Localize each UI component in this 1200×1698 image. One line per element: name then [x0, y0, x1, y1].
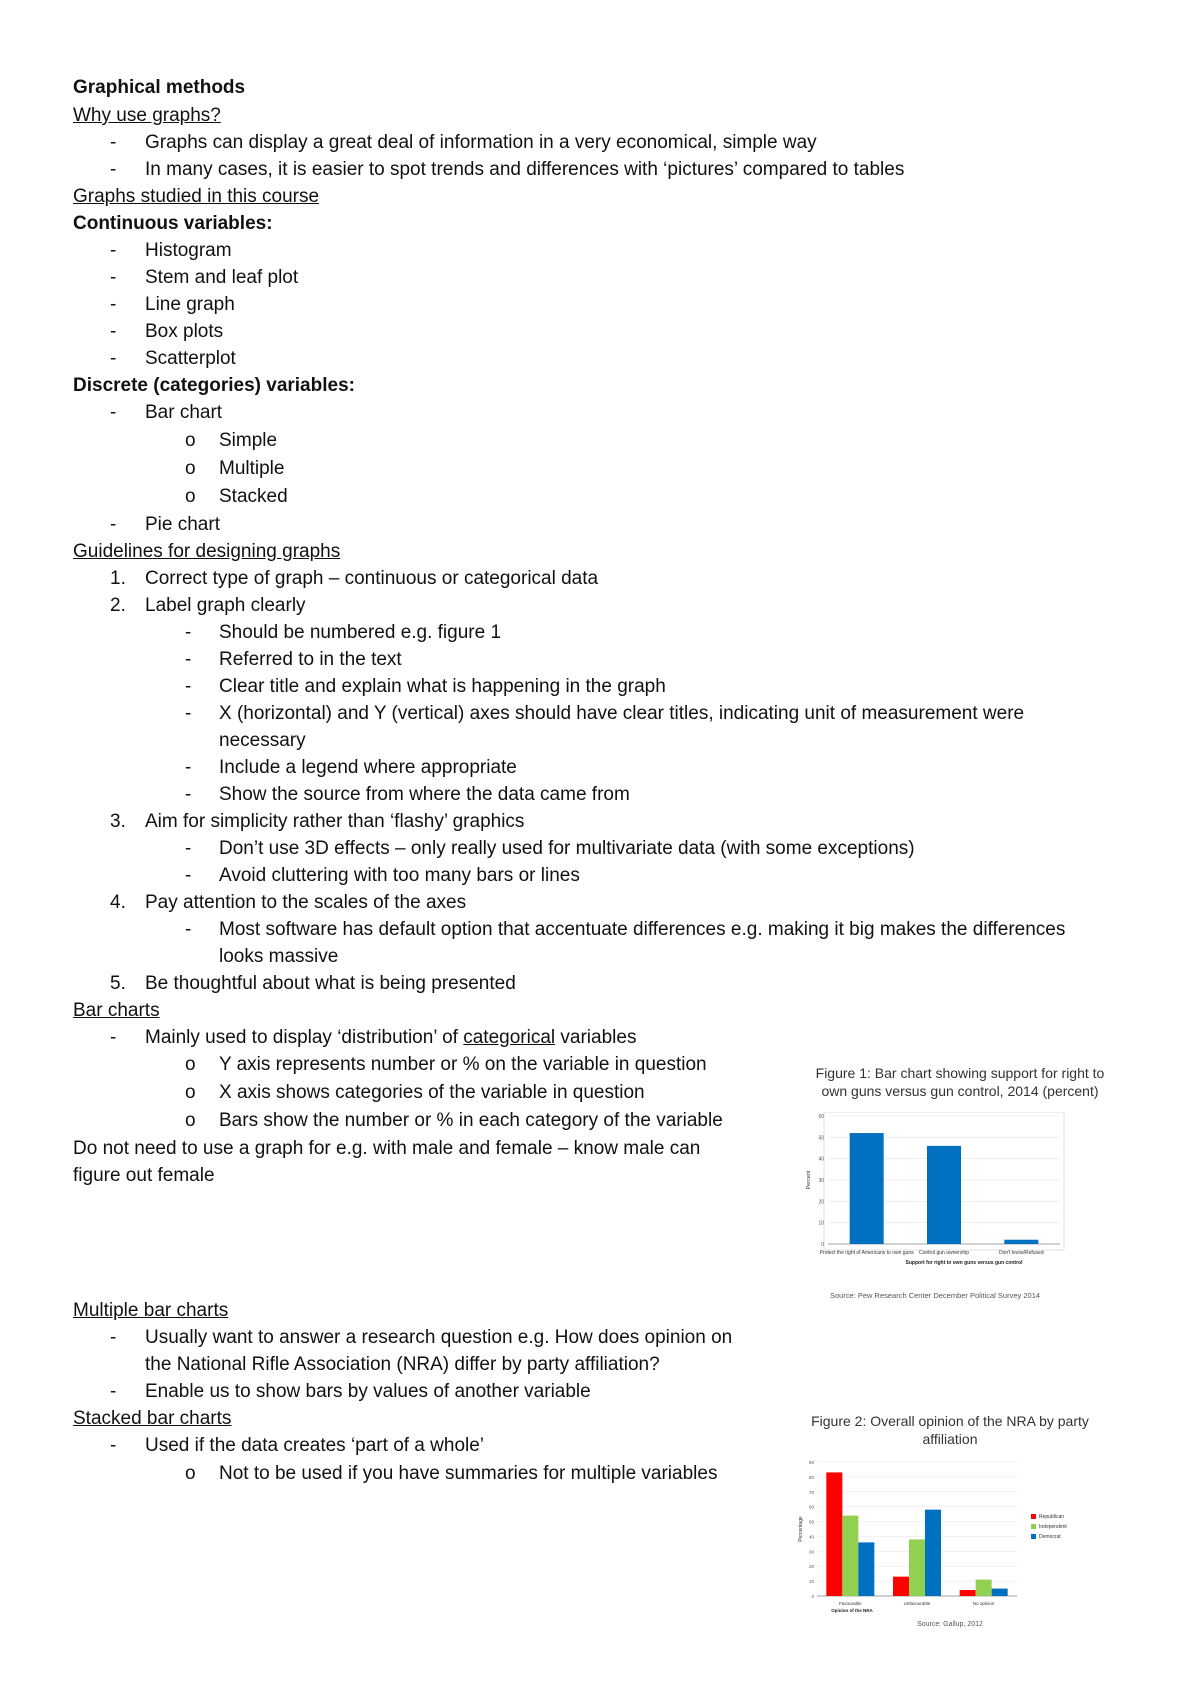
legend-swatch	[1031, 1524, 1036, 1529]
paragraph-line: Do not need to use a graph for e.g. with male and female – know male can	[73, 1138, 701, 1159]
legend-label: Democrat	[1039, 1534, 1061, 1540]
figure-2-chart	[795, 1456, 1095, 1641]
y-tick-label: 30	[818, 1178, 824, 1184]
x-axis-title: Support for right to own guns versus gun control	[905, 1260, 1023, 1266]
bullet-circle: o	[185, 486, 196, 507]
list-item: Aim for simplicity rather than ‘flashy’ graphics	[145, 811, 525, 832]
bar	[976, 1580, 992, 1596]
y-tick-label: 30	[808, 1549, 814, 1555]
list-item: Stacked	[219, 486, 288, 507]
bar	[992, 1589, 1008, 1596]
list-item: Pie chart	[145, 514, 220, 535]
figure-1-chart	[800, 1112, 1070, 1312]
bar	[850, 1133, 884, 1244]
y-tick-label: 90	[808, 1460, 814, 1465]
list-item: Referred to in the text	[219, 649, 402, 670]
y-tick-label: 20	[808, 1564, 814, 1570]
x-axis-title: Opinion of the NRA	[831, 1608, 873, 1613]
bullet-dash: -	[110, 514, 117, 535]
list-item: Don’t use 3D effects – only really used for multivariate data (with some exceptions)	[219, 838, 915, 859]
bar	[1004, 1240, 1038, 1244]
bullet-circle: o	[185, 430, 196, 451]
list-number: 5.	[110, 973, 126, 994]
y-tick-label: 0	[821, 1242, 824, 1248]
list-item: Line graph	[145, 294, 235, 315]
x-tick-label: No opinion	[972, 1601, 995, 1606]
x-tick-label: Protect the right of Americans to own guns	[819, 1250, 914, 1256]
bullet-dash: -	[110, 159, 117, 180]
list-item-continuation: necessary	[219, 730, 306, 751]
list-item: Box plots	[145, 321, 224, 342]
list-item: Bar chart	[145, 402, 223, 423]
y-tick-label: 70	[808, 1489, 814, 1495]
page-title: Graphical methods	[73, 77, 246, 98]
list-item: Should be numbered e.g. figure 1	[219, 622, 502, 643]
list-item: Y axis represents number or % on the variable in question	[219, 1054, 707, 1075]
y-tick-label: 10	[808, 1579, 814, 1585]
x-tick-label: Control gun ownership	[918, 1250, 970, 1256]
list-item: Multiple	[219, 458, 285, 479]
figure-1-source: Source: Pew Research Center December Political Survey 2014	[829, 1291, 1041, 1300]
list-item: Most software has default option that accentuate differences e.g. making it big makes the differences	[219, 919, 1066, 940]
bullet-dash: -	[110, 240, 117, 261]
x-tick-label: Unfavourable	[903, 1601, 931, 1606]
list-item: Avoid cluttering with too many bars or lines	[219, 865, 580, 886]
bullet-dash: -	[110, 348, 117, 369]
y-tick-label: 20	[818, 1199, 824, 1206]
bullet-circle: o	[185, 1082, 196, 1103]
y-tick-label: 60	[808, 1504, 814, 1510]
figure-1-caption-line: own guns versus gun control, 2014 (percent)	[821, 1083, 1099, 1099]
paragraph-line: figure out female	[73, 1165, 215, 1186]
bullet-dash: -	[185, 865, 192, 886]
bar	[893, 1577, 909, 1596]
list-item: Pay attention to the scales of the axes	[145, 892, 467, 913]
figure-2-caption	[785, 1412, 1115, 1448]
list-item	[145, 1026, 636, 1050]
bullet-dash: -	[110, 1435, 117, 1456]
heading-bar-charts: Bar charts	[73, 1000, 160, 1021]
list-item: Bars show the number or % in each category of the variable	[219, 1110, 723, 1131]
text-run: Mainly used to display ‘distribution’ of	[145, 1027, 464, 1048]
list-item: Histogram	[145, 240, 232, 261]
list-number: 2.	[110, 595, 126, 616]
x-tick-label: Favourable	[839, 1601, 862, 1606]
legend-swatch	[1031, 1514, 1036, 1519]
bullet-dash: -	[185, 676, 192, 697]
list-item: Label graph clearly	[145, 595, 306, 616]
list-item: Correct type of graph – continuous or categorical data	[145, 568, 599, 589]
list-item: Include a legend where appropriate	[219, 757, 517, 778]
y-tick-label: 50	[808, 1519, 814, 1525]
bar	[842, 1516, 858, 1596]
y-tick-label: 10	[818, 1220, 824, 1227]
list-item: Not to be used if you have summaries for multiple variables	[219, 1463, 718, 1484]
heading-continuous: Continuous variables:	[73, 213, 273, 234]
bullet-dash: -	[110, 1381, 117, 1402]
y-axis-title: Percentage	[798, 1516, 804, 1542]
bar	[858, 1542, 874, 1596]
y-tick-label: 80	[808, 1474, 814, 1480]
y-tick-label: 40	[818, 1156, 824, 1163]
bullet-dash: -	[185, 838, 192, 859]
bar	[927, 1146, 961, 1244]
list-item: Usually want to answer a research question e.g. How does opinion on	[145, 1327, 733, 1348]
figure-1-caption-line: Figure 1: Bar chart showing support for right to	[815, 1065, 1105, 1081]
legend-swatch	[1031, 1534, 1036, 1539]
bullet-dash: -	[185, 784, 192, 805]
list-number: 1.	[110, 568, 126, 589]
bullet-dash: -	[185, 622, 192, 643]
bullet-dash: -	[110, 132, 117, 153]
list-item: Used if the data creates ‘part of a whole’	[145, 1435, 485, 1456]
bullet-dash: -	[110, 294, 117, 315]
list-number: 3.	[110, 811, 126, 832]
list-number: 4.	[110, 892, 126, 913]
legend-label: Independent	[1039, 1524, 1067, 1530]
bar	[826, 1472, 842, 1596]
text-run: variables	[555, 1027, 637, 1048]
list-item: Be thoughtful about what is being presented	[145, 973, 516, 994]
bullet-dash: -	[185, 757, 192, 778]
list-item: Show the source from where the data came from	[219, 784, 630, 805]
bullet-dash: -	[110, 267, 117, 288]
list-item-continuation: looks massive	[219, 946, 339, 967]
list-item: Clear title and explain what is happening in the graph	[219, 676, 666, 697]
list-item: Simple	[219, 430, 278, 451]
y-tick-label: 40	[808, 1534, 814, 1540]
list-item: X (horizontal) and Y (vertical) axes should have clear titles, indicating unit of measurement were	[219, 703, 1025, 724]
bullet-dash: -	[110, 1327, 117, 1348]
bullet-dash: -	[110, 402, 117, 423]
figure-2-caption-line: Figure 2: Overall opinion of the NRA by party	[811, 1413, 1089, 1429]
text-run-underlined: categorical	[463, 1027, 556, 1048]
bullet-dash: -	[185, 703, 192, 724]
bullet-circle: o	[185, 458, 196, 479]
figure-2-caption-line: affiliation	[922, 1431, 978, 1447]
y-axis-title: Percent	[806, 1170, 812, 1190]
heading-guidelines: Guidelines for designing graphs	[73, 541, 341, 562]
legend-label: Republican	[1039, 1514, 1065, 1520]
bullet-dash: -	[110, 1027, 117, 1048]
y-tick-label: 50	[818, 1135, 824, 1142]
list-item-continuation: the National Rifle Association (NRA) differ by party affiliation?	[145, 1354, 660, 1375]
list-item: Stem and leaf plot	[145, 267, 299, 288]
bar	[925, 1510, 941, 1596]
list-item: Graphs can display a great deal of information in a very economical, simple way	[145, 132, 817, 153]
list-item: Enable us to show bars by values of another variable	[145, 1381, 591, 1402]
list-item: X axis shows categories of the variable in question	[219, 1082, 645, 1103]
bullet-dash: -	[110, 321, 117, 342]
heading-discrete: Discrete (categories) variables:	[73, 375, 355, 396]
heading-stacked-bar-charts: Stacked bar charts	[73, 1408, 232, 1429]
figure-1-caption	[780, 1064, 1140, 1100]
y-tick-label: 60	[818, 1114, 824, 1120]
bullet-dash: -	[185, 649, 192, 670]
bar	[909, 1539, 925, 1596]
bullet-dash: -	[185, 919, 192, 940]
y-tick-label: 0	[811, 1594, 814, 1599]
bullet-circle: o	[185, 1463, 196, 1484]
heading-multiple-bar-charts: Multiple bar charts	[73, 1300, 229, 1321]
heading-graphs-studied: Graphs studied in this course	[73, 186, 320, 207]
bullet-circle: o	[185, 1110, 196, 1131]
bar	[960, 1590, 976, 1596]
list-item: In many cases, it is easier to spot trends and differences with ‘pictures’ compared to tables	[145, 159, 905, 180]
x-tick-label: Don't know/Refused	[999, 1250, 1044, 1256]
list-item: Scatterplot	[145, 348, 236, 369]
figure-2-source: Source: Gallup, 2012	[917, 1621, 983, 1628]
bullet-circle: o	[185, 1054, 196, 1075]
heading-why-use-graphs: Why use graphs?	[73, 105, 221, 126]
